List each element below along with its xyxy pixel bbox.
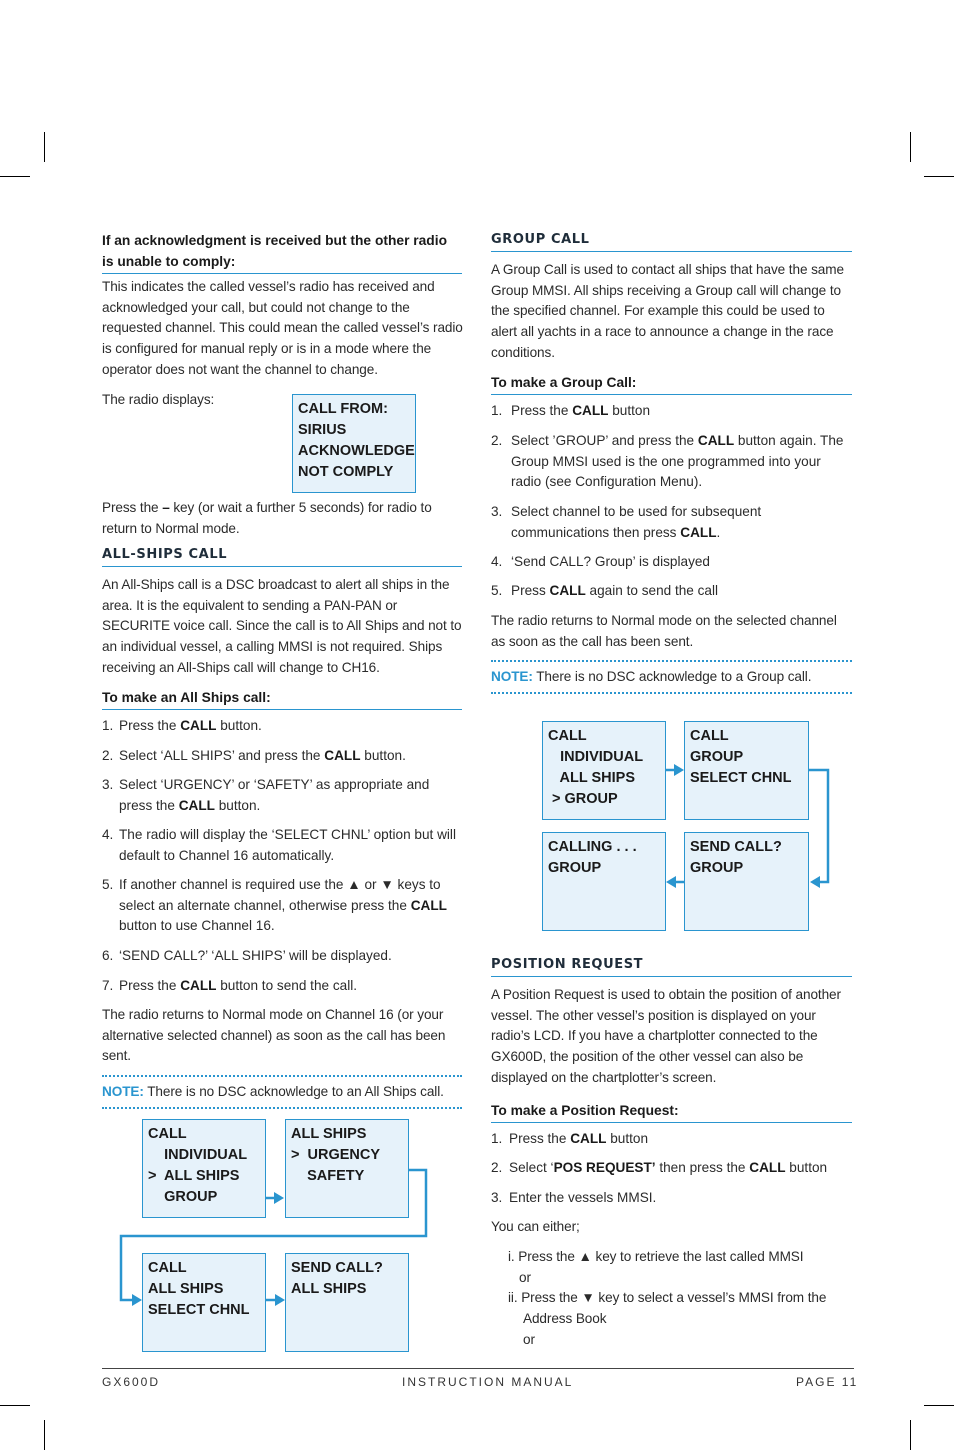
step-number: 2.: [491, 433, 503, 448]
step-text: Select ‘POS REQUEST’ then press the CALL button: [509, 1160, 828, 1175]
step-text: Select ‘ALL SHIPS’ and press the CALL button.: [119, 748, 406, 763]
lcd-line: CALL: [148, 1126, 187, 1142]
lcd-line: > ALL SHIPS: [148, 1168, 240, 1184]
lcd-line: CALL: [690, 728, 729, 744]
step-number: 7.: [102, 978, 114, 993]
position-request-paragraph: A Position Request is used to obtain the position of another vessel. The other vessel’s position is displayed on your radio’s LCD. If you have a chartplotter connected to the GX600D, the position of the other vessel can also be displayed on the chartplotter’s screen.: [491, 987, 841, 1085]
lcd-line: SEND CALL?: [291, 1260, 383, 1276]
lcd-line: GROUP: [690, 860, 744, 876]
step-number: 3.: [491, 504, 503, 519]
lcd-line: CALL: [148, 1260, 187, 1276]
step-text: The radio will display the ‘SELECT CHNL’ option but will default to Channel 16 automatically.: [119, 827, 456, 863]
step-text: Press the CALL button: [509, 1131, 649, 1146]
option-address-book: ii. Press the ▼ key to select a vessel’s MMSI from the: [508, 1290, 827, 1305]
lcd-line: CALLING . . .: [548, 839, 637, 855]
step-text: Select ’GROUP’ and press the CALL button again. The Group MMSI used is the one programmed into your radio (see Configuration Menu).: [511, 433, 844, 490]
lcd-line: INDIVIDUAL: [548, 749, 644, 765]
lcd-line: CALL FROM:: [298, 401, 388, 417]
step-number: 1.: [102, 718, 114, 733]
lcd-line: NOT COMPLY: [298, 464, 394, 480]
flow-arrow: [809, 770, 828, 882]
footer-manual-title: INSTRUCTION MANUAL: [402, 1375, 574, 1389]
ack-paragraph: This indicates the called vessel’s radio has received and acknowledged your call, but could not change to the requested channel. This could mean the called vessel’s radio is configured for manual reply or is in a mode where the operator does not want the channel to change.: [102, 279, 463, 377]
radio-displays-label: The radio displays:: [102, 392, 215, 407]
list-item: [491, 1158, 852, 1179]
step-text: Select ‘URGENCY’ or ‘SAFETY’ as appropriate and press the CALL button.: [119, 777, 430, 813]
arrowhead: [666, 876, 676, 888]
option-retrieve-last: i. Press the ▲ key to retrieve the last called MMSI: [508, 1249, 804, 1264]
position-request-subheading: To make a Position Request:: [491, 1100, 852, 1123]
footer-rule: [102, 1368, 854, 1369]
returns-paragraph: The radio returns to Normal mode on Channel 16 (or your alternative selected channel) as soon as the call has been sent.: [102, 1007, 446, 1064]
text: key (or wait a further 5 seconds) for radio to return to Normal mode.: [102, 500, 432, 536]
note-text: There is no DSC acknowledge to an All Ships call.: [143, 1084, 444, 1099]
step-number: 6.: [102, 948, 114, 963]
lcd-line: INDIVIDUAL: [148, 1147, 248, 1163]
group-call-paragraph: A Group Call is used to contact all ships that have the same Group MMSI. All ships receiving a Group call will change to the specified channel. For example this could be used to alert all yachts in a race to announce a change in the race conditions.: [491, 262, 844, 360]
step-text: If another channel is required use the ▲ or ▼ keys to select an alternate channel, otherwise press the CALL button to use Channel 16.: [119, 877, 447, 934]
note-label: NOTE:: [102, 1084, 144, 1099]
lcd-line: GROUP: [548, 860, 602, 876]
step-text: ‘Send CALL? Group’ is displayed: [511, 554, 710, 569]
step-number: 1.: [491, 1131, 503, 1146]
footer-page-number: PAGE 11: [796, 1375, 859, 1389]
note-label: NOTE:: [491, 669, 533, 684]
lcd-line: > GROUP: [548, 791, 618, 807]
step-number: 5.: [102, 877, 114, 892]
or-label: or: [519, 1270, 531, 1285]
lcd-line: ALL SHIPS: [148, 1281, 224, 1297]
list-item: [491, 1129, 852, 1150]
step-text: Press CALL again to send the call: [511, 583, 719, 598]
lcd-line: ALL SHIPS: [291, 1126, 367, 1142]
lcd-line: SELECT CHNL: [690, 770, 792, 786]
all-ships-subheading: To make an All Ships call:: [102, 687, 462, 710]
step-text: ‘SEND CALL?’ ‘ALL SHIPS’ will be displayed.: [119, 948, 392, 963]
step-number: 3.: [102, 777, 114, 792]
or-label: or: [523, 1332, 535, 1347]
lcd-line: ALL SHIPS: [548, 770, 636, 786]
lcd-line: GROUP: [690, 749, 744, 765]
arrowhead: [810, 876, 820, 888]
step-number: 5.: [491, 583, 503, 598]
ack-heading: If an acknowledgment is received but the other radio is unable to comply:: [102, 230, 462, 274]
step-number: 3.: [491, 1190, 503, 1205]
section-title-position-request: POSITION REQUEST: [491, 957, 852, 977]
lcd-line: SEND CALL?: [690, 839, 782, 855]
step-number: 4.: [102, 827, 114, 842]
lcd-line: ALL SHIPS: [291, 1281, 367, 1297]
lcd-line: SELECT CHNL: [148, 1302, 250, 1318]
footer-model: GX600D: [102, 1375, 161, 1389]
list-item: [491, 1188, 852, 1209]
lcd-line: GROUP: [148, 1189, 218, 1205]
section-title-group-call: GROUP CALL: [491, 232, 852, 252]
step-text: Press the CALL button.: [119, 718, 262, 733]
step-text: Select channel to be used for subsequent communications then press CALL.: [511, 504, 762, 540]
lcd-line: SAFETY: [291, 1168, 365, 1184]
section-title-all-ships: ALL-SHIPS CALL: [102, 547, 462, 567]
step-number: 1.: [491, 403, 503, 418]
step-text: Press the CALL button to send the call.: [119, 978, 358, 993]
either-label: You can either;: [491, 1219, 580, 1234]
group-returns-paragraph: The radio returns to Normal mode on the selected channel as soon as the call has been sent.: [491, 613, 837, 649]
group-call-subheading: To make a Group Call:: [491, 372, 852, 395]
option-address-book-cont: Address Book: [523, 1311, 607, 1326]
lcd-line: > URGENCY: [291, 1147, 381, 1163]
all-ships-paragraph: An All-Ships call is a DSC broadcast to alert all ships in the area. It is the equivalent to sending a PAN-PAN or SECURITE voice call. Since the call is to All Ships and not to an individual vessel, a calling MMSI is not required. Ships receiving an All-Ships call will change to CH16.: [102, 577, 462, 675]
lcd-line: SIRIUS: [298, 422, 347, 438]
lcd-line: CALL: [548, 728, 587, 744]
text: Press the: [102, 500, 163, 515]
note-text: There is no DSC acknowledge to a Group call.: [532, 669, 812, 684]
step-number: 2.: [102, 748, 114, 763]
minus-key: –: [162, 500, 170, 515]
step-number: 4.: [491, 554, 503, 569]
lcd-line: ACKNOWLEDGE: [298, 443, 415, 459]
step-number: 2.: [491, 1160, 503, 1175]
arrowhead: [674, 764, 684, 776]
step-text: Press the CALL button: [511, 403, 651, 418]
step-text: Enter the vessels MMSI.: [509, 1190, 657, 1205]
